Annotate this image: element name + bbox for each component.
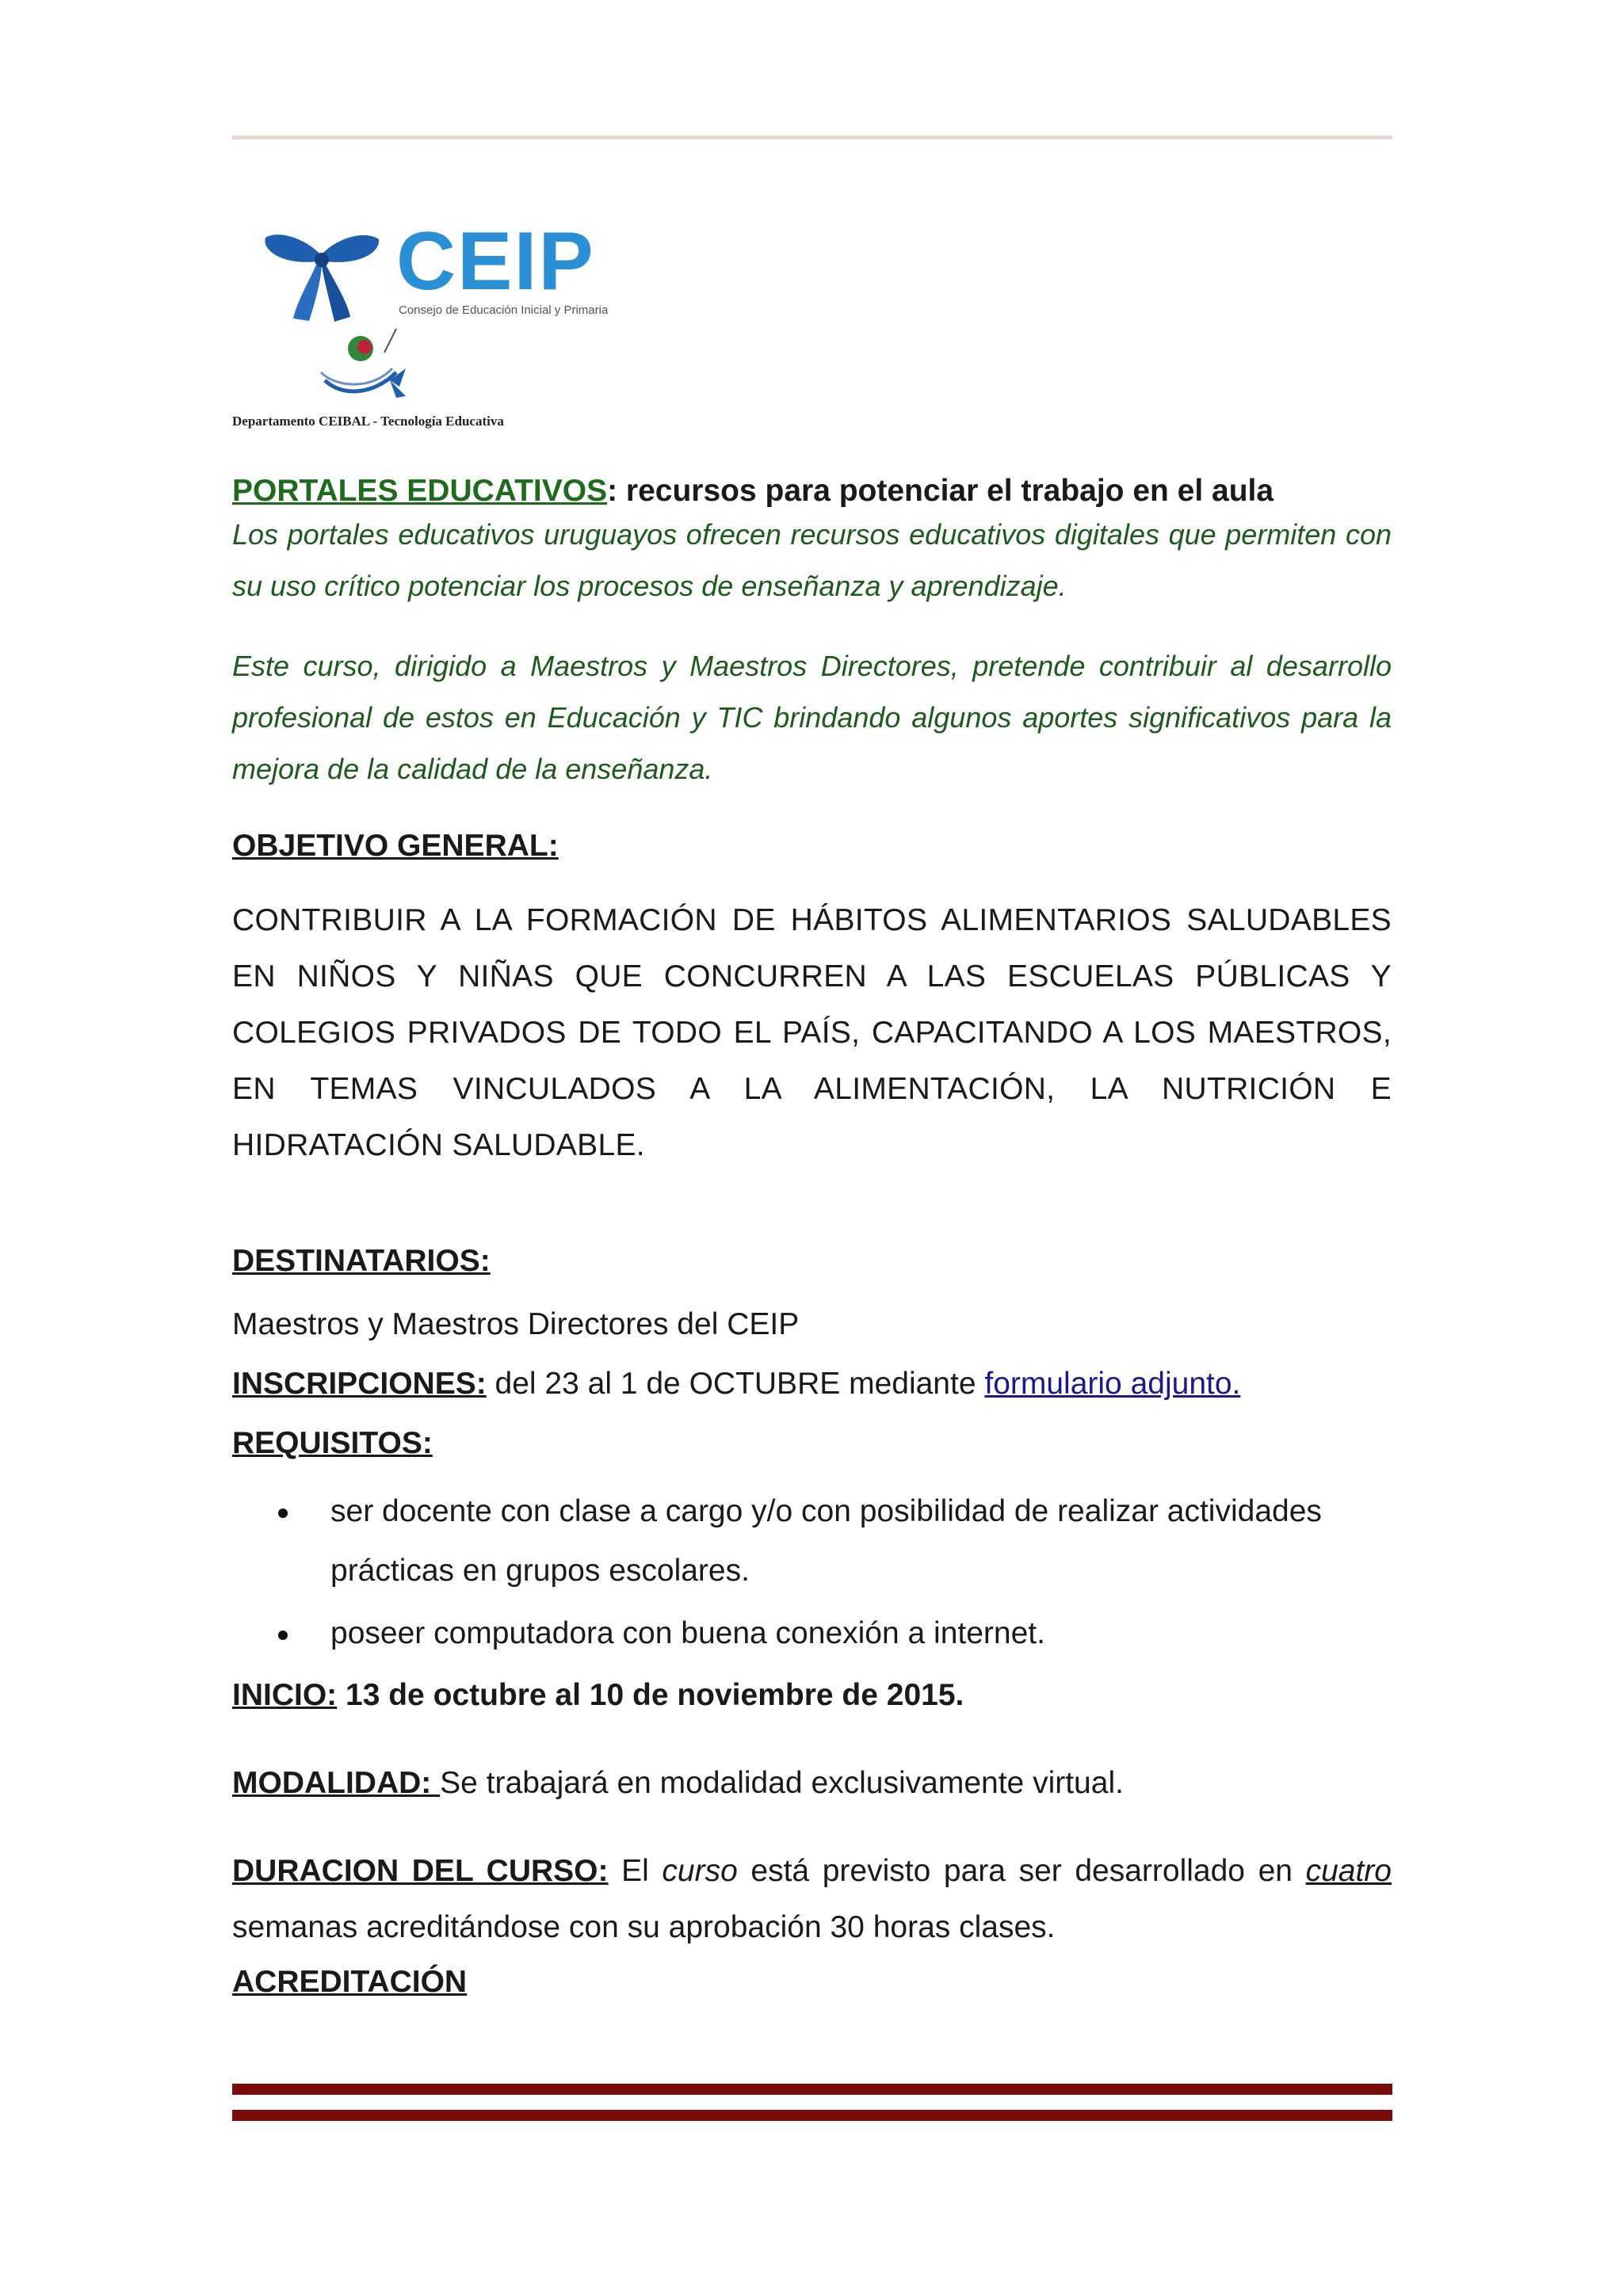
intro-paragraph-2 [232,640,1392,795]
destinatarios-text: Maestros y Maestros Directores del CEIP [232,1307,800,1341]
modalidad-line [232,1766,1124,1801]
bottom-divider-2 [232,2110,1392,2121]
bottom-divider-1 [232,2084,1392,2095]
title-highlight: PORTALES EDUCATIVOS [232,474,608,508]
ceip-logo [230,214,642,436]
ceip-wordmark: CEIP [396,215,595,307]
duracion-text-3: semanas acreditándose con su aprobación 30 horas clases. [232,1910,1056,1944]
bullet-icon [278,1630,288,1640]
objetivo-heading: OBJETIVO GENERAL: [232,829,559,863]
duracion-text-2: está previsto para ser desarrollado en [737,1854,1306,1888]
requisitos-heading: REQUISITOS: [232,1426,433,1460]
inicio-line [232,1678,964,1713]
requisitos-list [232,1482,1392,1663]
acreditacion-heading: ACREDITACIÓN [232,1965,468,1999]
duracion-curso: curso [662,1854,738,1888]
ceip-subtitle: Consejo de Educación Inicial y Primaria [399,303,609,317]
top-divider [232,135,1392,139]
formulario-link[interactable]: formulario adjunto. [984,1367,1241,1401]
intro-p1-text: Los portales educativos uruguayos ofrecen recursos educativos digitales que permiten con su uso crítico potenciar los procesos de enseñanza y aprendizaje. [232,518,1392,602]
intro-p2-text: Este curso, dirigido a Maestros y Maestros Directores, pretende contribuir al desarrollo profesional de estos en Educación y TIC brindando algunos aportes significativos para la mejora de la calidad de la enseñanza. [232,650,1392,785]
inscripciones-label: INSCRIPCIONES: [232,1367,487,1401]
destinatarios-heading: DESTINATARIOS: [232,1244,491,1278]
requisito-text: ser docente con clase a cargo y/o con posibilidad de realizar actividades prácticas en grupos escolares. [330,1494,1322,1588]
intro-paragraph-1 [232,509,1392,612]
modalidad-text: Se trabajará en modalidad exclusivamente virtual. [440,1766,1124,1800]
inicio-label: INICIO: [232,1678,338,1712]
page-title [232,474,1274,509]
department-label: Departamento CEIBAL - Tecnología Educativa [232,414,504,429]
list-item [232,1482,1392,1600]
inscripciones-line [232,1367,1240,1402]
duracion-label: DURACION DEL CURSO: [232,1854,609,1888]
duracion-cuatro: cuatro [1305,1854,1392,1888]
requisito-text: poseer computadora con buena conexión a internet. [330,1616,1045,1650]
ribbon-bow-icon [262,222,380,325]
objetivo-text: CONTRIBUIR A LA FORMACIÓN DE HÁBITOS ALIMENTARIOS SALUDABLES EN NIÑOS Y NIÑAS QUE CONCURREN A LAS ESCUELAS PÚBLICAS Y COLEGIOS PRIVADOS DE TODO EL PAÍS, CAPACITANDO A LOS MAESTROS, EN TEMAS VINCULADOS A LA ALIMENTACIÓN, LA NUTRICIÓN E HIDRATACIÓN SALUDABLE. [232,903,1392,1162]
list-item [232,1604,1392,1663]
modalidad-label: MODALIDAD: [232,1766,441,1800]
inicio-text: 13 de octubre al 10 de noviembre de 2015. [337,1678,964,1712]
inscripciones-text: del 23 al 1 de OCTUBRE mediante [486,1367,985,1401]
duracion-paragraph [232,1843,1392,1955]
title-rest: : recursos para potenciar el trabajo en el aula [607,474,1274,508]
duracion-text-1: El [608,1854,663,1888]
bullet-icon [278,1508,288,1518]
ceibal-flower-icon [317,325,412,404]
